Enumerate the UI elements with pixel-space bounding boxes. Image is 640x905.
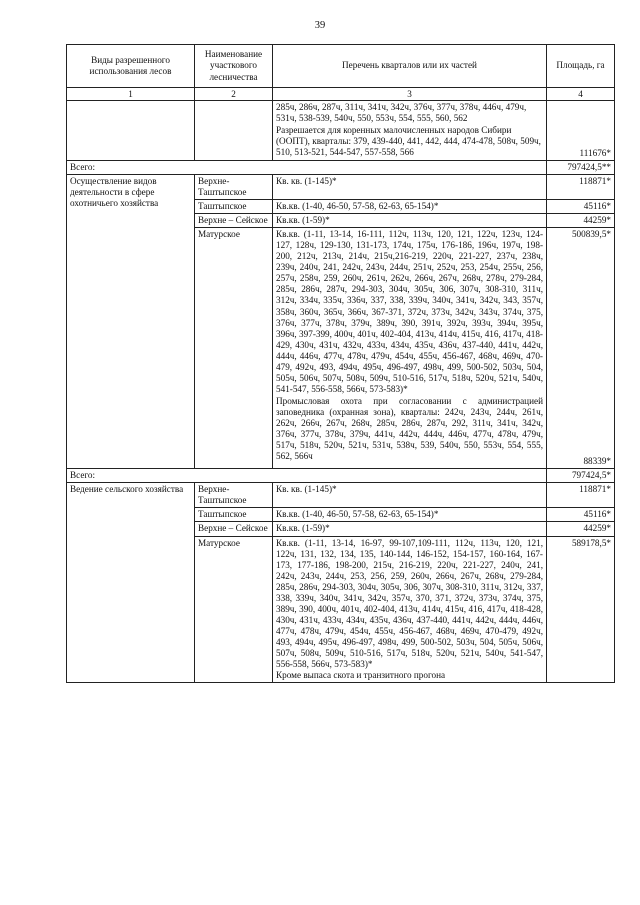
col-number: 3 xyxy=(273,88,547,101)
total-value: 797424,5** xyxy=(547,161,615,175)
district-cell: Верхне-Таштыпское xyxy=(195,483,273,508)
table-row xyxy=(67,483,615,508)
header-use-type: Виды разрешенного использования лесов xyxy=(67,45,195,88)
area-cell: 589178,5* xyxy=(547,536,615,682)
total-row xyxy=(67,469,615,483)
area-cell: 45116* xyxy=(547,508,615,522)
area-cell: 118871* xyxy=(547,175,615,200)
quarters-cell: Кв.кв. (1-40, 46-50, 57-58, 62-63, 65-154)* xyxy=(273,508,547,522)
area-cell: 44259* xyxy=(547,214,615,228)
header-district: Наименование участкового лесничества xyxy=(195,45,273,88)
column-number-row xyxy=(67,88,615,101)
header-row xyxy=(67,45,615,88)
area-value: 500839,5* xyxy=(571,229,611,240)
page-number: 39 xyxy=(314,20,326,31)
col-number: 4 xyxy=(547,88,615,101)
quarters-text: Кв.кв. (1-11, 13-14, 16-111, 112ч, 113ч, 120, 121, 122ч, 123ч, 124-127, 128ч, 129-130, 131-173, 174ч, 175ч, 176-186, 196ч, 197ч, 198-200, 212ч, 213ч, 214ч, 215ч,216-219, 220ч, 221-227, 237ч, 238ч, 239ч, 240ч, 241, 242ч, 243ч, 244ч, 251ч, 252ч, 253, 254ч, 255ч, 256, 257ч, 258ч, 259, 260ч, 261ч, 262ч, 266ч, 267ч, 268ч, 278ч, 279-284, 285ч, 286ч, 287ч, 294-303, 304ч, 305ч, 306, 307ч, 308-310, 311ч, 312ч, 334ч, 335ч, 336ч, 337, 338, 339ч, 340ч, 341ч, 342ч, 343, 357ч, 358ч, 360ч, 365ч, 366ч, 367-371, 372ч, 373ч, 342ч, 343ч, 374ч, 375, 376ч, 377ч, 378ч, 379ч, 389ч, 390, 391ч, 392ч, 393ч, 394ч, 395ч, 396ч, 397-399, 400ч, 401ч, 402-404, 413ч, 414ч, 415ч, 416, 417ч, 418-429, 430ч, 431ч, 432ч, 433ч, 434ч, 435ч, 436ч, 437-440, 441ч, 442ч, 444ч, 446ч, 477ч, 478ч, 479ч, 454ч, 455ч, 456-467, 468ч, 469ч, 470-479, 492ч, 493, 494ч, 495ч, 496-497, 498ч, 499, 500-502, 503ч, 504, 505ч, 506ч, 507ч, 508ч, 509ч, 510-516, 517ч, 518ч, 520ч, 521ч, 540ч, 541-547, 556-558, 566ч, 573-583)* xyxy=(276,229,543,394)
district-cell xyxy=(195,101,273,161)
total-value: 797424,5* xyxy=(547,469,615,483)
use-type-cell: Ведение сельского хозяйства xyxy=(67,483,195,683)
area-value: 111676* xyxy=(579,148,611,159)
quarters-note: Промысловая охота при согласовании с администрацией заповедника (охранная зона), кварталы: 242ч, 243ч, 244ч, 261ч, 262ч, 266ч, 267ч, 268ч, 285ч, 286ч, 287ч, 292, 311ч, 341ч, 342ч, 376ч, 377ч, 378ч, 379ч, 441ч, 442ч, 444ч, 446ч, 477ч, 478ч, 479ч, 517ч, 518ч, 520ч, 521ч, 531ч, 538ч, 539, 540ч, 550, 553ч, 554, 555, 562, 566ч xyxy=(276,395,543,461)
district-cell: Матурское xyxy=(195,228,273,469)
total-row xyxy=(67,161,615,175)
forest-use-table xyxy=(66,44,615,683)
quarters-text: Кв.кв. (1-11, 13-14, 16-97, 99-107,109-111, 112ч, 113ч, 120, 121, 122ч, 131, 132, 134, 135, 140-144, 146-152, 154-157, 160-164, 167-173, 177-186, 198-200, 215ч, 216-219, 220ч, 221-227, 240ч, 241, 242ч, 243ч, 244ч, 253, 256, 259, 260ч, 266ч, 267ч, 268ч, 279-284, 285ч, 286ч, 294-303, 304ч, 305ч, 306, 307ч, 308-310, 311ч, 312ч, 337, 338, 339ч, 340ч, 341ч, 342ч, 357ч, 370, 371, 372ч, 373ч, 374ч, 375, 389ч, 390, 400ч, 401ч, 402-404, 413ч, 414ч, 415ч, 416, 417ч, 418-428, 430ч, 431ч, 433ч, 434ч, 435ч, 436ч, 437-440, 441ч, 442ч, 444ч, 446ч, 477ч, 478ч, 479ч, 454ч, 455ч, 456-467, 468ч, 469ч, 470-479, 492ч, 493, 494ч, 495ч, 496-497, 498ч, 499, 500-502, 503ч, 504, 505ч, 506ч, 507ч, 508ч, 509ч, 510-516, 517ч, 518ч, 520ч, 521ч, 540ч, 541-547, 556-558, 566ч, 573-583)* xyxy=(276,537,543,669)
district-cell: Матурское xyxy=(195,536,273,682)
area-cell: 44259* xyxy=(547,522,615,536)
header-area: Площадь, га xyxy=(547,45,615,88)
col-number: 1 xyxy=(67,88,195,101)
quarters-note: Разрешается для коренных малочисленных народов Сибири (ООПТ), кварталы: 379, 439-440, 441, 442, 444, 474-478, 508ч, 509ч, 510, 513-521, 544-547, 557-558, 566 xyxy=(276,125,541,158)
quarters-note: Кроме выпаса скота и транзитного прогона xyxy=(276,669,446,680)
quarters-cell xyxy=(273,101,547,161)
total-label: Всего: xyxy=(67,469,547,483)
use-type-cell xyxy=(67,101,195,161)
district-cell: Верхне – Сейское xyxy=(195,214,273,228)
quarters-cell: Кв.кв. (1-59)* xyxy=(273,522,547,536)
total-label: Всего: xyxy=(67,161,547,175)
header-quarters: Перечень кварталов или их частей xyxy=(273,45,547,88)
quarters-cell xyxy=(273,228,547,469)
quarters-cell: Кв.кв. (1-40, 46-50, 57-58, 62-63, 65-154)* xyxy=(273,200,547,214)
quarters-text: 285ч, 286ч, 287ч, 311ч, 341ч, 342ч, 376ч, 377ч, 378ч, 446ч, 479ч, 531ч, 538-539, 540ч, 550, 553ч, 554, 555, 560, 562 xyxy=(276,102,527,124)
district-cell: Верхне – Сейское xyxy=(195,522,273,536)
district-cell: Таштыпское xyxy=(195,508,273,522)
quarters-cell xyxy=(273,536,547,682)
use-type-cell: Осуществление видов деятельности в сфере охотничьего хозяйства xyxy=(67,175,195,469)
district-cell: Таштыпское xyxy=(195,200,273,214)
col-number: 2 xyxy=(195,88,273,101)
area-cell: 118871* xyxy=(547,483,615,508)
quarters-cell: Кв. кв. (1-145)* xyxy=(273,175,547,200)
area-cell xyxy=(547,101,615,161)
area-cell xyxy=(547,228,615,469)
quarters-cell: Кв. кв. (1-145)* xyxy=(273,483,547,508)
table-row xyxy=(67,175,615,200)
area-value: 88339* xyxy=(583,456,611,467)
district-cell: Верхне-Таштыпское xyxy=(195,175,273,200)
continued-row xyxy=(67,101,615,161)
area-cell: 45116* xyxy=(547,200,615,214)
quarters-cell: Кв.кв. (1-59)* xyxy=(273,214,547,228)
